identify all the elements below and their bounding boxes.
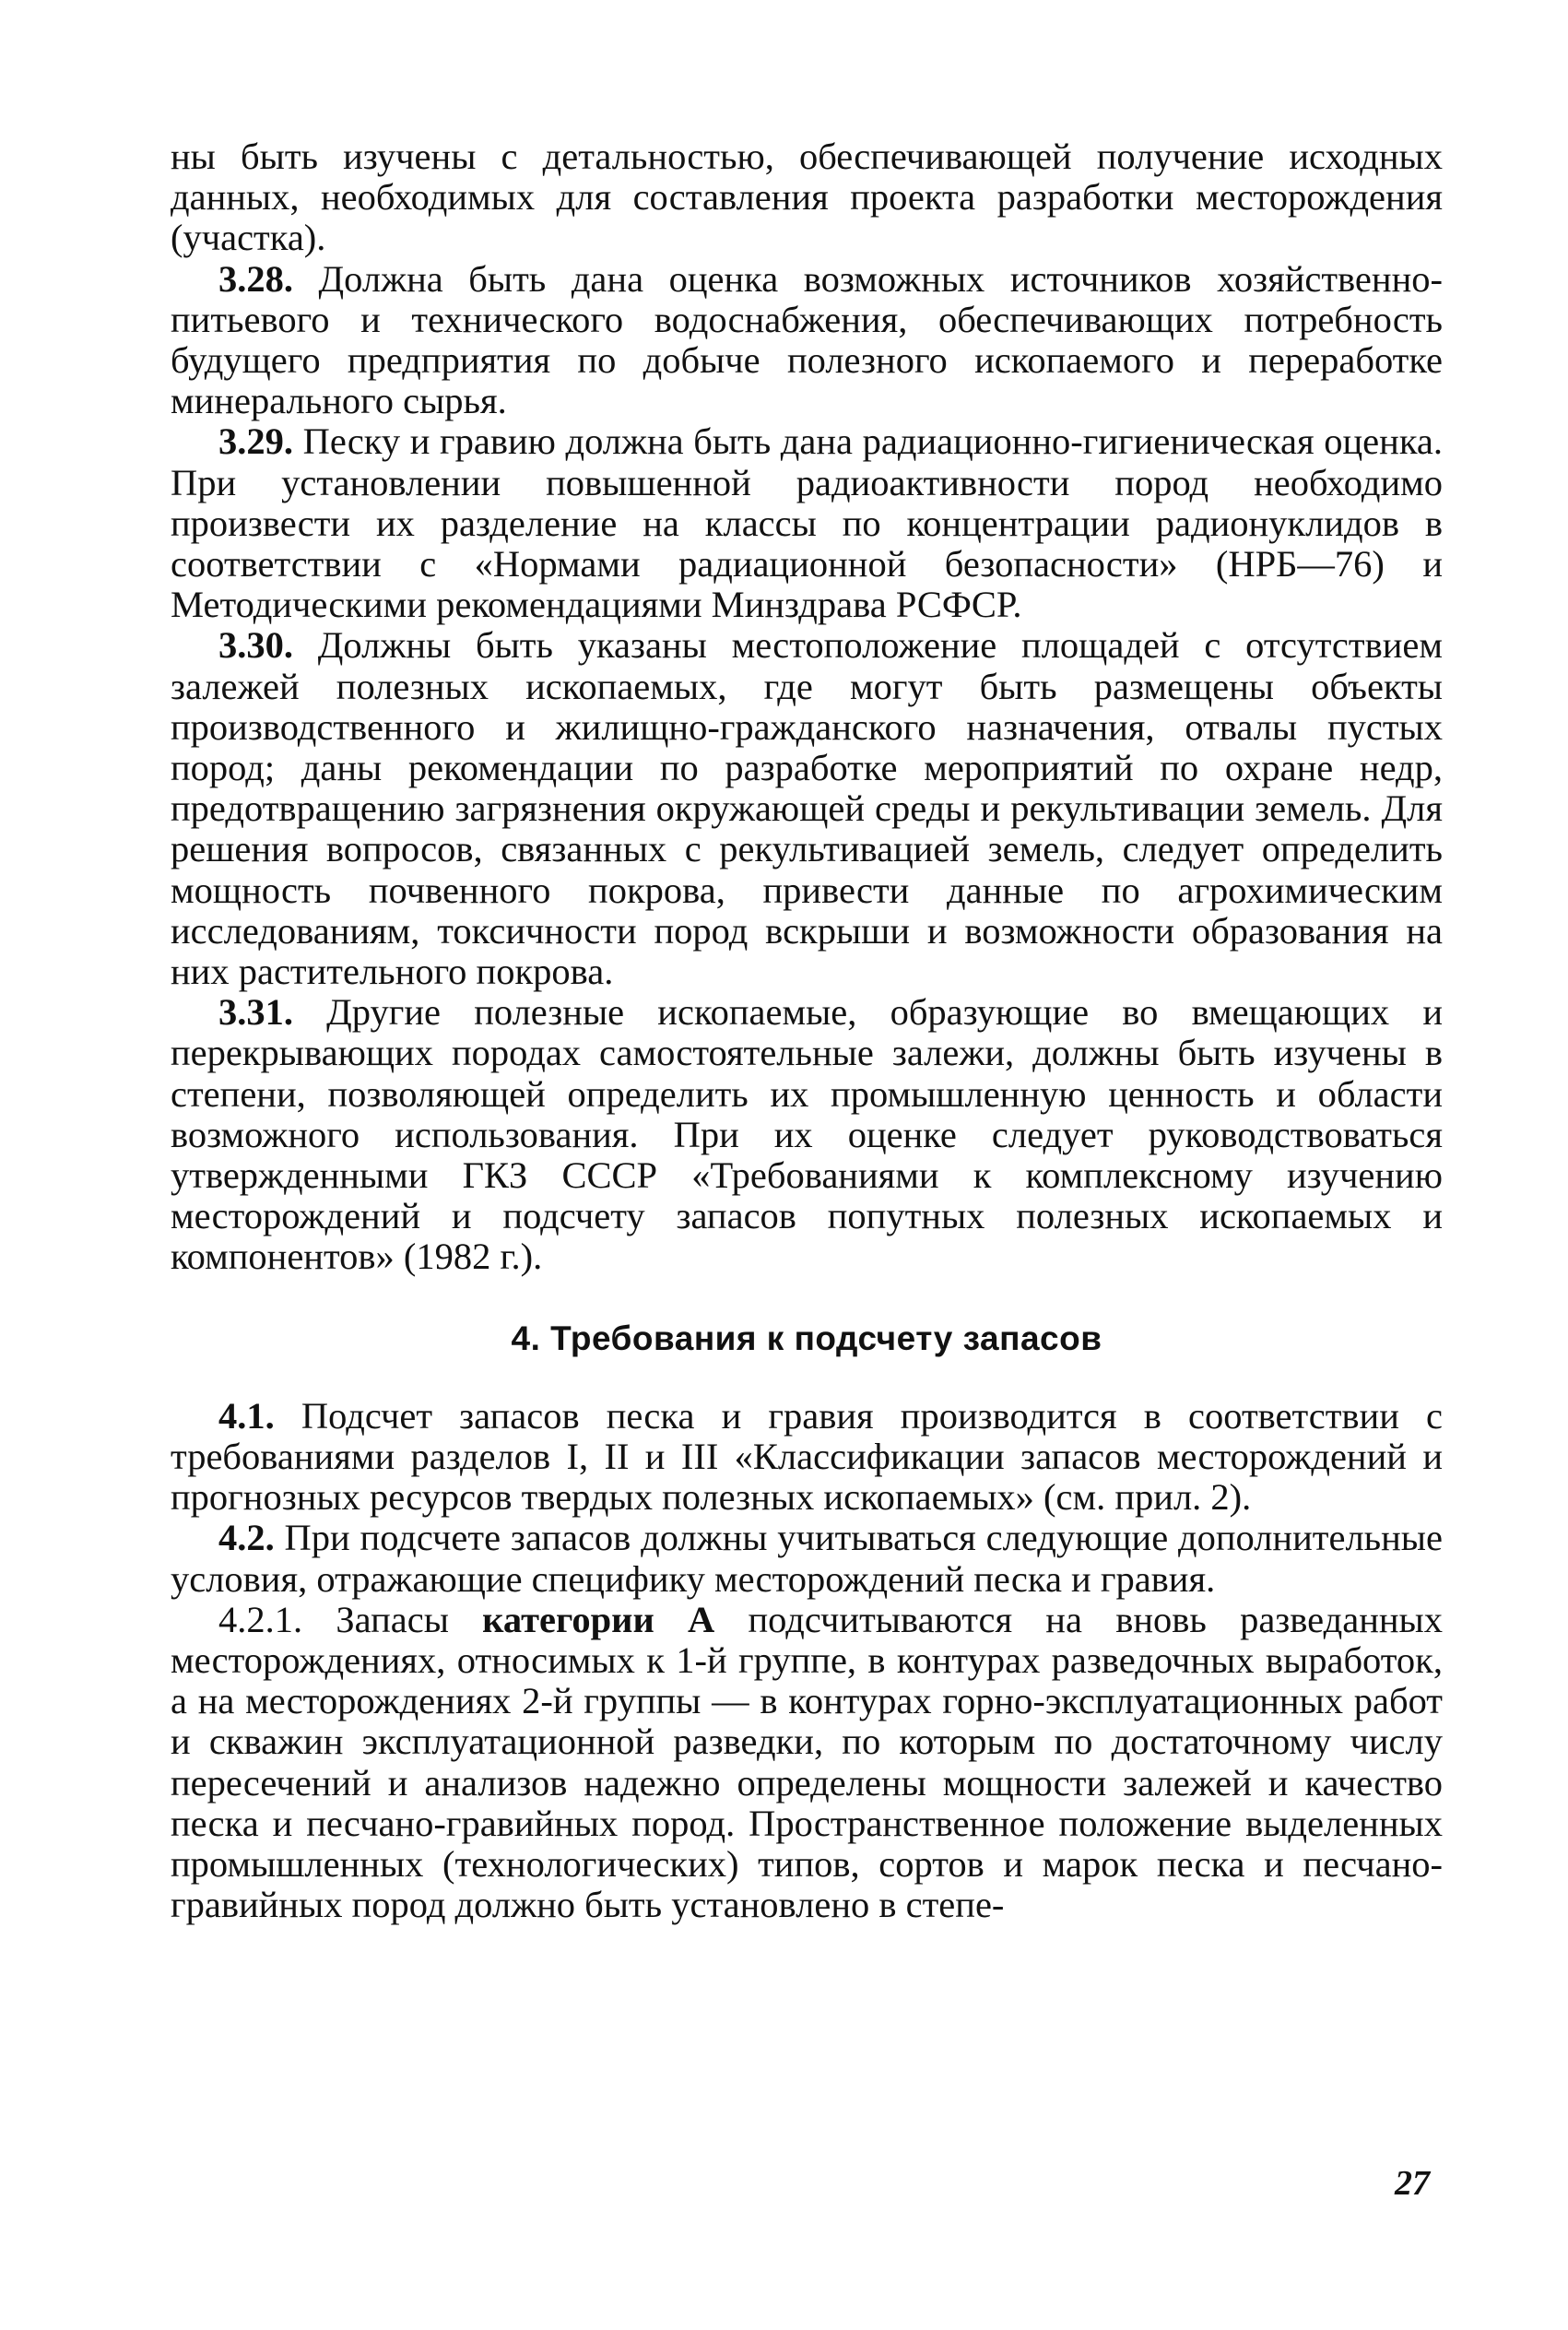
section-heading: 4. Требования к подсчету запасов	[511, 1319, 1102, 1357]
section-number: 3.29.	[218, 420, 293, 463]
document-page	[171, 136, 1443, 1925]
paragraph-text: Другие полезные ископаемые, образующие во вмещающих и перекрывающих породах самостоятельные залежи, должны быть изучены в степени, позволяющей определить их промышленную ценность и области возможного использования. При их оценке следует руководствоваться утвержденными ГКЗ СССР «Требованиями к комплексному изучению месторождений и подсчету запасов попутных полезных ископаемых и компонентов» (1982 г.).	[171, 991, 1443, 1278]
paragraph-text: подсчитываются на вновь разведанных месторождениях, относимых к 1-й группе, в контурах разведочных выработок, а на месторождениях 2-й группы — в контурах горно-эксплуатационных работ и скважин эксплуатационной разведки, по которым по достаточному числу пересечений и анализов надежно определены мощности залежей и качество песка и песчано-гравийных пород. Пространственное положение выделенных промышленных (технологических) типов, сортов и марок песка и песчано-гравийных пород должно быть установлено в степе-	[171, 1598, 1444, 1926]
paragraph-text-lead: Запасы	[302, 1598, 483, 1640]
paragraph-3-28	[171, 259, 1443, 422]
section-number: 3.28.	[218, 257, 293, 300]
paragraph-text: Должны быть указаны местоположение площадей с отсутствием залежей полезных ископаемых, где могут быть размещены объекты производственного и жилищно-гражданского назначения, отвалы пустых пород; даны рекомендации по разработке мероприятий по охране недр, предотвращению загрязнения окружающей среды и рекультивации земель. Для решения вопросов, связанных с рекультивацией земель, следует определить мощность почвенного покрова, привести данные по агрохимическим исследованиям, токсичности пород вскрыши и возможности образования на них растительного покрова.	[171, 624, 1443, 993]
paragraph-4-2-1	[171, 1600, 1443, 1926]
paragraph-continuation	[171, 136, 1443, 259]
paragraph-text: ны быть изучены с детальностью, обеспечивающей получение исходных данных, необходимых для составления проекта разработки месторождения (участка).	[171, 136, 1443, 259]
paragraph-text: При подсчете запасов должны учитываться следующие дополнительные условия, отражающие специфику месторождений песка и гравия.	[171, 1517, 1443, 1600]
emphasis-category: категории А	[482, 1598, 715, 1640]
paragraph-3-31	[171, 992, 1443, 1277]
section-number: 4.2.	[218, 1517, 275, 1559]
paragraph-4-1	[171, 1396, 1443, 1519]
section-number: 3.31.	[218, 991, 293, 1034]
section-number: 3.30.	[218, 624, 293, 667]
section-number: 4.1.	[218, 1394, 275, 1437]
paragraph-text: Должна быть дана оценка возможных источников хозяйственно-питьевого и технического водоснабжения, обеспечивающих потребность будущего предприятия по добыче полезного ископаемого и переработке минерального сырья.	[171, 257, 1443, 422]
paragraph-text: Подсчет запасов песка и гравия производится в соответствии с требованиями разделов I, II и III «Классификации запасов месторождений и прогнозных ресурсов твердых полезных ископаемых» (см. прил. 2).	[171, 1394, 1443, 1519]
section-number: 4.2.1.	[218, 1598, 303, 1640]
paragraph-text: Песку и гравию должна быть дана радиационно-гигиеническая оценка. При установлении повышенной радиоактивности пород необходимо произвести их разделение на классы по концентрации радионуклидов в соответствии с «Нормами радиационной безопасности» (НРБ—76) и Методическими рекомендациями Минздрава РСФСР.	[171, 420, 1443, 626]
page-number: 27	[1395, 2164, 1430, 2203]
paragraph-3-29	[171, 421, 1443, 625]
paragraph-3-30	[171, 625, 1443, 992]
paragraph-4-2	[171, 1518, 1443, 1599]
